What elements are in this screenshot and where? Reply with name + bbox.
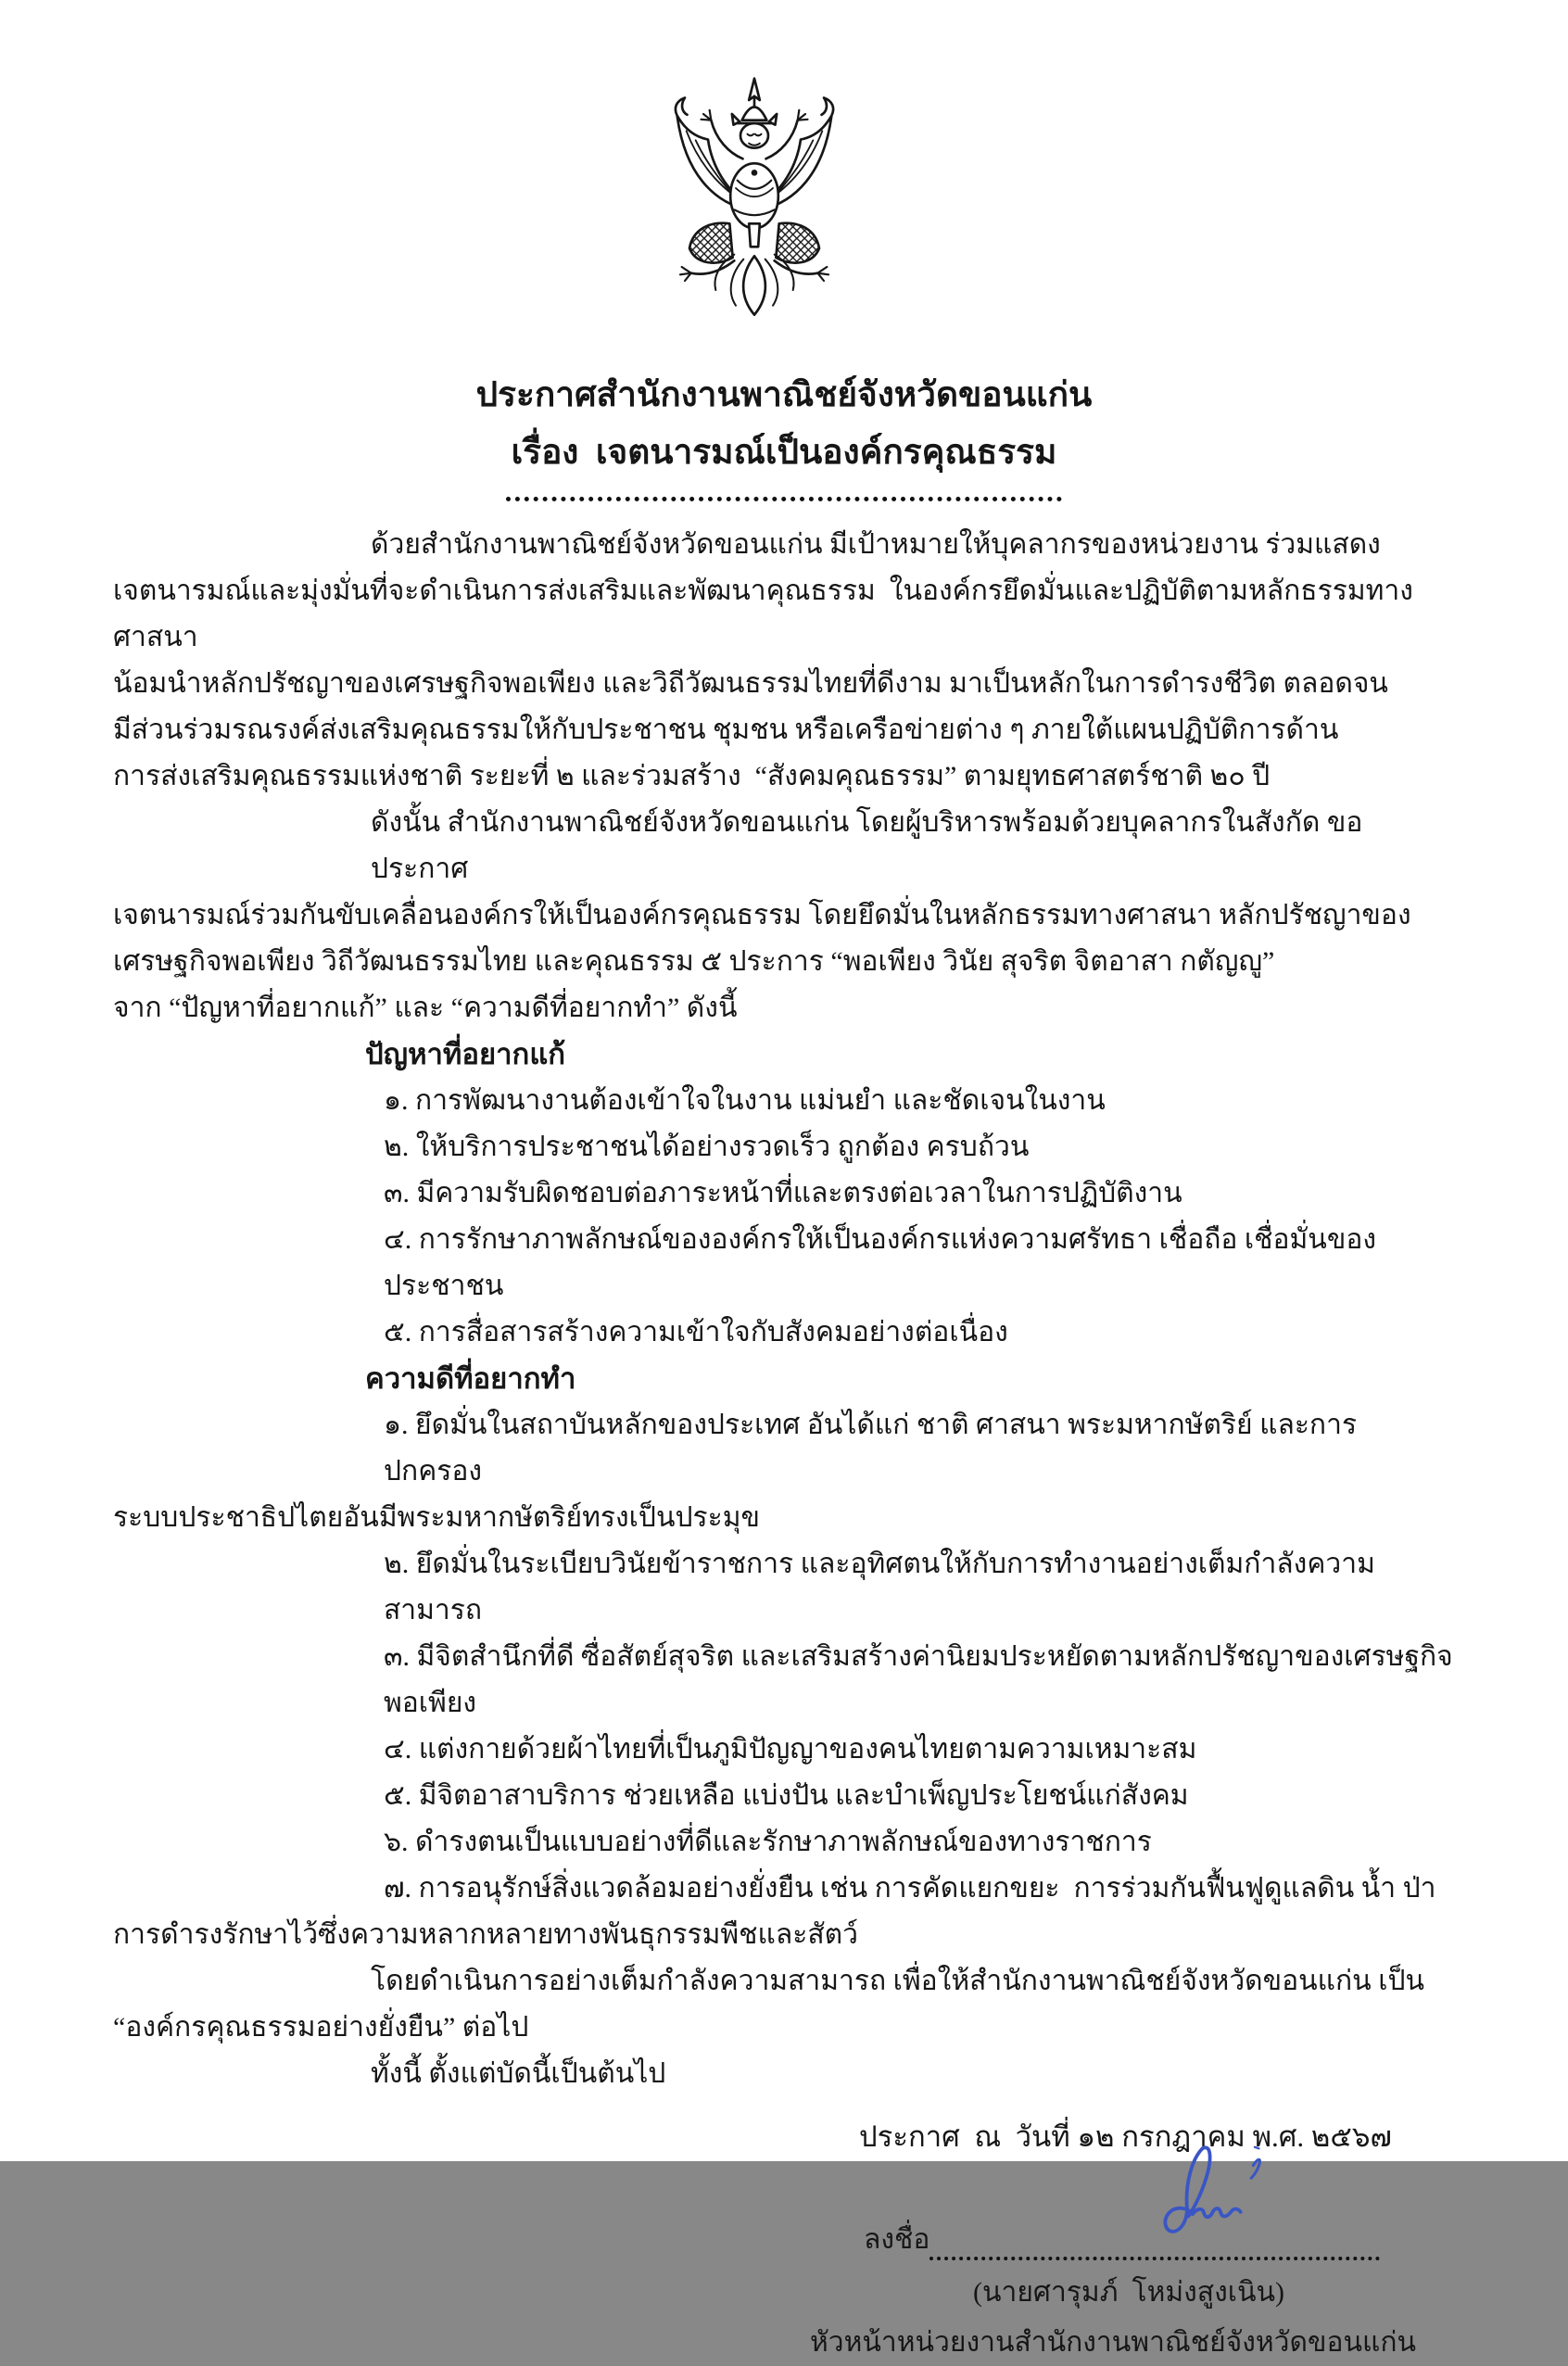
document-subject: เรื่อง เจตนารมณ์เป็นองค์กรคุณธรรม: [511, 434, 1057, 472]
title-block: [113, 367, 1455, 501]
signer-position: หัวหน้าหน่วยงานสำนักงานพาณิชย์จังหวัดขอนแก่น: [810, 2327, 1417, 2358]
garuda-emblem-icon: [639, 72, 870, 327]
sign-label: ลงชื่อ: [864, 2224, 930, 2255]
text-line: “องค์กรคุณธรรมอย่างยั่งยืน” ต่อไป: [113, 2012, 529, 2043]
problems-heading: ปัญหาที่อยากแก้: [365, 1038, 566, 1070]
text-line: ดังนั้น สำนักงานพาณิชย์จังหวัดขอนแก่น โดยผู้บริหารพร้อมด้วยบุคลากรในสังกัด ขอประกาศ: [371, 807, 1363, 884]
text-line: การส่งเสริมคุณธรรมแห่งชาติ ระยะที่ ๒ และร่วมสร้าง “สังคมคุณธรรม” ตามยุทธศาสตร์ชาติ ๒๐ ปี: [113, 761, 1271, 791]
list-item-continuation: ระบบประชาธิปไตยอันมีพระมหากษัตริย์ทรงเป็นประมุข: [113, 1502, 760, 1533]
text-line: ศาสนา: [113, 622, 198, 652]
signature-dotted-line: [929, 2223, 1380, 2260]
closing-paragraph: [113, 1958, 1455, 2097]
list-item: ๒. ยึดมั่นในระเบียบวินัยข้าราชการ และอุทิศตนให้กับการทำงานอย่างเต็มกำลังความสามารถ: [384, 1549, 1375, 1626]
document-title: ประกาศสำนักงานพาณิชย์จังหวัดขอนแก่น: [475, 376, 1093, 414]
list-item: ๓. มีจิตสำนึกที่ดี ซื่อสัตย์สุจริต และเสริมสร้างค่านิยมประหยัดตามหลักปรัชญาของเศรษฐกิจพอเพียง: [384, 1641, 1453, 1718]
emblem-container: [83, 72, 1425, 334]
declaration-paragraph: [113, 800, 1455, 1031]
announcement-date: ประกาศ ณ วันที่ ๑๒ กรกฎาคม พ.ศ. ๒๕๖๗: [859, 2120, 1392, 2153]
list-item: ๓. มีความรับผิดชอบต่อภาระหน้าที่และตรงต่อเวลาในการปฏิบัติงาน: [384, 1178, 1182, 1208]
text-line: เศรษฐกิจพอเพียง วิถีวัฒนธรรมไทย และคุณธรรม ๕ ประการ “พอเพียง วินัย สุจริต จิตอาสา กตัญญู”: [113, 946, 1275, 977]
text-line: ทั้งนี้ ตั้งแต่บัดนี้เป็นต้นไป: [371, 2058, 666, 2089]
text-line: จาก “ปัญหาที่อยากแก้” และ “ความดีที่อยากทำ” ดังนี้: [113, 993, 738, 1023]
good-deeds-section: [113, 1356, 1455, 1958]
text-line: เจตนารมณ์และมุ่งมั่นที่จะดำเนินการส่งเสริมและพัฒนาคุณธรรม ในองค์กรยึดมั่นและปฏิบัติตามหลักธรรมทาง: [113, 576, 1413, 606]
good-deeds-heading: ความดีที่อยากทำ: [365, 1362, 576, 1395]
text-line: น้อมนำหลักปรัชญาของเศรษฐกิจพอเพียง และวิถีวัฒนธรรมไทยที่ดีงาม มาเป็นหลักในการดำรงชีวิต ตลอดจน: [113, 668, 1388, 699]
list-item: ๒. ให้บริการประชาชนได้อย่างรวดเร็ว ถูกต้อง ครบถ้วน: [384, 1132, 1030, 1162]
list-item-continuation: การดำรงรักษาไว้ซึ่งความหลากหลายทางพันธุกรรมพืชและสัตว์: [113, 1919, 858, 1950]
list-item: ๔. แต่งกายด้วยผ้าไทยที่เป็นภูมิปัญญาของคนไทยตามความเหมาะสม: [384, 1734, 1197, 1765]
text-line: ด้วยสำนักงานพาณิชย์จังหวัดขอนแก่น มีเป้าหมายให้บุคลากรของหน่วยงาน ร่วมแสดง: [371, 529, 1381, 560]
dotted-separator: [506, 495, 1062, 501]
list-item: ๑. ยึดมั่นในสถาบันหลักของประเทศ อันได้แก่ ชาติ ศาสนา พระมหากษัตริย์ และการปกครอง: [384, 1410, 1358, 1487]
intro-paragraph: [113, 522, 1455, 800]
list-item: ๕. การสื่อสารสร้างความเข้าใจกับสังคมอย่างต่อเนื่อง: [384, 1317, 1008, 1347]
list-item: ๖. ดำรงตนเป็นแบบอย่างที่ดีและรักษาภาพลักษณ์ของทางราชการ: [384, 1827, 1152, 1857]
list-item: ๑. การพัฒนางานต้องเข้าใจในงาน แม่นยำ และชัดเจนในงาน: [384, 1085, 1106, 1116]
signer-name: (นายศารุมภ์ โหม่งสูงเนิน): [973, 2277, 1285, 2308]
problems-section: [113, 1031, 1455, 1356]
list-item: ๗. การอนุรักษ์สิ่งแวดล้อมอย่างยั่งยืน เช่น การคัดแยกขยะ การร่วมกันฟื้นฟูดูแลดิน น้ำ ป่า: [384, 1873, 1436, 1904]
signature-row: [864, 2220, 1455, 2260]
text-line: เจตนารมณ์ร่วมกันขับเคลื่อนองค์กรให้เป็นองค์กรคุณธรรม โดยยึดมั่นในหลักธรรมทางศาสนา หลักปรัชญาของ: [113, 900, 1411, 930]
text-line: มีส่วนร่วมรณรงค์ส่งเสริมคุณธรรมให้กับประชาชน ชุมชน หรือเครือข่ายต่าง ๆ ภายใต้แผนปฏิบัติการด้าน: [113, 715, 1339, 745]
list-item: ๔. การรักษาภาพลักษณ์ขององค์กรให้เป็นองค์กรแห่งความศรัทธา เชื่อถือ เชื่อมั่นของประชาชน: [384, 1224, 1376, 1301]
list-item: ๕. มีจิตอาสาบริการ ช่วยเหลือ แบ่งปัน และบำเพ็ญประโยชน์แก่สังคม: [384, 1780, 1189, 1811]
text-line: โดยดำเนินการอย่างเต็มกำลังความสามารถ เพื่อให้สำนักงานพาณิชย์จังหวัดขอนแก่น เป็น: [371, 1966, 1424, 1996]
